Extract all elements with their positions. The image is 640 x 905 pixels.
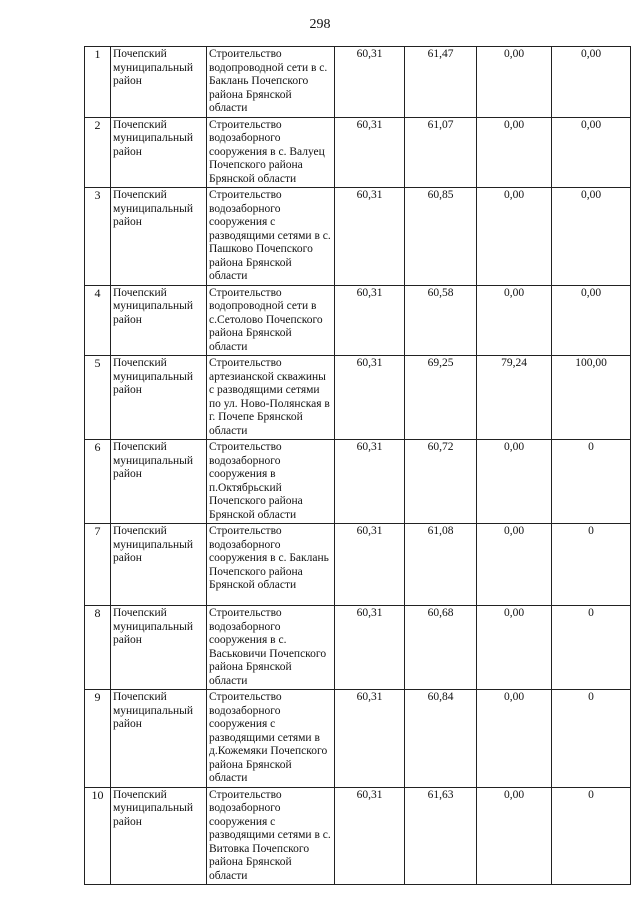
value-cell-1: 60,31	[335, 440, 405, 524]
value-cell-4: 0	[552, 787, 631, 885]
projects-table	[84, 46, 631, 885]
district-cell: Почепский муниципальный район	[111, 524, 207, 606]
value-cell-1: 60,31	[335, 285, 405, 356]
project-cell: Строительство водопроводной сети в с.Сетолово Почепского района Брянской области	[207, 285, 335, 356]
row-number: 10	[85, 787, 111, 885]
row-number: 7	[85, 524, 111, 606]
value-cell-3: 0,00	[477, 787, 552, 885]
project-cell: Строительство артезианской скважины с разводящими сетями по ул. Ново-Полянская в г. Почепе Брянской области	[207, 356, 335, 440]
row-number: 5	[85, 356, 111, 440]
value-cell-4: 0,00	[552, 117, 631, 188]
value-cell-4: 0,00	[552, 188, 631, 286]
table-row	[85, 606, 631, 690]
value-cell-4: 100,00	[552, 356, 631, 440]
district-cell: Почепский муниципальный район	[111, 117, 207, 188]
district-cell: Почепский муниципальный район	[111, 356, 207, 440]
project-cell: Строительство водозаборного сооружения в с. Баклань Почепского района Брянской области	[207, 524, 335, 606]
district-cell: Почепский муниципальный район	[111, 188, 207, 286]
project-cell: Строительство водозаборного сооружения с разводящими сетями в с. Пашково Почепского района Брянской области	[207, 188, 335, 286]
page-number: 298	[309, 17, 331, 32]
district-cell: Почепский муниципальный район	[111, 787, 207, 885]
district-cell: Почепский муниципальный район	[111, 440, 207, 524]
value-cell-1: 60,31	[335, 690, 405, 788]
table-row	[85, 524, 631, 606]
row-number: 3	[85, 188, 111, 286]
value-cell-2: 60,58	[405, 285, 477, 356]
table-row	[85, 690, 631, 788]
row-number: 9	[85, 690, 111, 788]
district-cell: Почепский муниципальный район	[111, 606, 207, 690]
value-cell-3: 0,00	[477, 117, 552, 188]
value-cell-1: 60,31	[335, 356, 405, 440]
value-cell-4: 0	[552, 690, 631, 788]
value-cell-2: 61,63	[405, 787, 477, 885]
row-number: 4	[85, 285, 111, 356]
table-row	[85, 787, 631, 885]
project-cell: Строительство водозаборного сооружения с разводящими сетями в с. Витовка Почепского района Брянской области	[207, 787, 335, 885]
table-row	[85, 285, 631, 356]
table-row	[85, 440, 631, 524]
value-cell-3: 79,24	[477, 356, 552, 440]
value-cell-1: 60,31	[335, 117, 405, 188]
value-cell-2: 60,85	[405, 188, 477, 286]
project-cell: Строительство водозаборного сооружения в с. Валуец Почепского района Брянской области	[207, 117, 335, 188]
project-cell: Строительство водозаборного сооружения в п.Октябрьский Почепского района Брянской области	[207, 440, 335, 524]
value-cell-2: 60,72	[405, 440, 477, 524]
district-cell: Почепский муниципальный район	[111, 47, 207, 118]
value-cell-2: 61,08	[405, 524, 477, 606]
value-cell-2: 60,68	[405, 606, 477, 690]
row-number: 1	[85, 47, 111, 118]
value-cell-1: 60,31	[335, 524, 405, 606]
project-cell: Строительство водозаборного сооружения в с. Васьковичи Почепского района Брянской области	[207, 606, 335, 690]
row-number: 8	[85, 606, 111, 690]
value-cell-3: 0,00	[477, 606, 552, 690]
value-cell-3: 0,00	[477, 285, 552, 356]
value-cell-4: 0,00	[552, 285, 631, 356]
value-cell-1: 60,31	[335, 606, 405, 690]
project-cell: Строительство водопроводной сети в с. Баклань Почепского района Брянской области	[207, 47, 335, 118]
table-row	[85, 356, 631, 440]
value-cell-3: 0,00	[477, 690, 552, 788]
value-cell-2: 61,07	[405, 117, 477, 188]
value-cell-1: 60,31	[335, 787, 405, 885]
table-row	[85, 47, 631, 118]
value-cell-1: 60,31	[335, 188, 405, 286]
project-cell: Строительство водозаборного сооружения с разводящими сетями в д.Кожемяки Почепского района Брянской области	[207, 690, 335, 788]
table-row	[85, 117, 631, 188]
value-cell-4: 0	[552, 440, 631, 524]
district-cell: Почепский муниципальный район	[111, 285, 207, 356]
value-cell-2: 61,47	[405, 47, 477, 118]
district-cell: Почепский муниципальный район	[111, 690, 207, 788]
value-cell-3: 0,00	[477, 47, 552, 118]
value-cell-4: 0	[552, 524, 631, 606]
value-cell-3: 0,00	[477, 188, 552, 286]
value-cell-1: 60,31	[335, 47, 405, 118]
value-cell-3: 0,00	[477, 440, 552, 524]
value-cell-3: 0,00	[477, 524, 552, 606]
row-number: 6	[85, 440, 111, 524]
value-cell-2: 60,84	[405, 690, 477, 788]
value-cell-4: 0	[552, 606, 631, 690]
value-cell-2: 69,25	[405, 356, 477, 440]
value-cell-4: 0,00	[552, 47, 631, 118]
table-row	[85, 188, 631, 286]
row-number: 2	[85, 117, 111, 188]
